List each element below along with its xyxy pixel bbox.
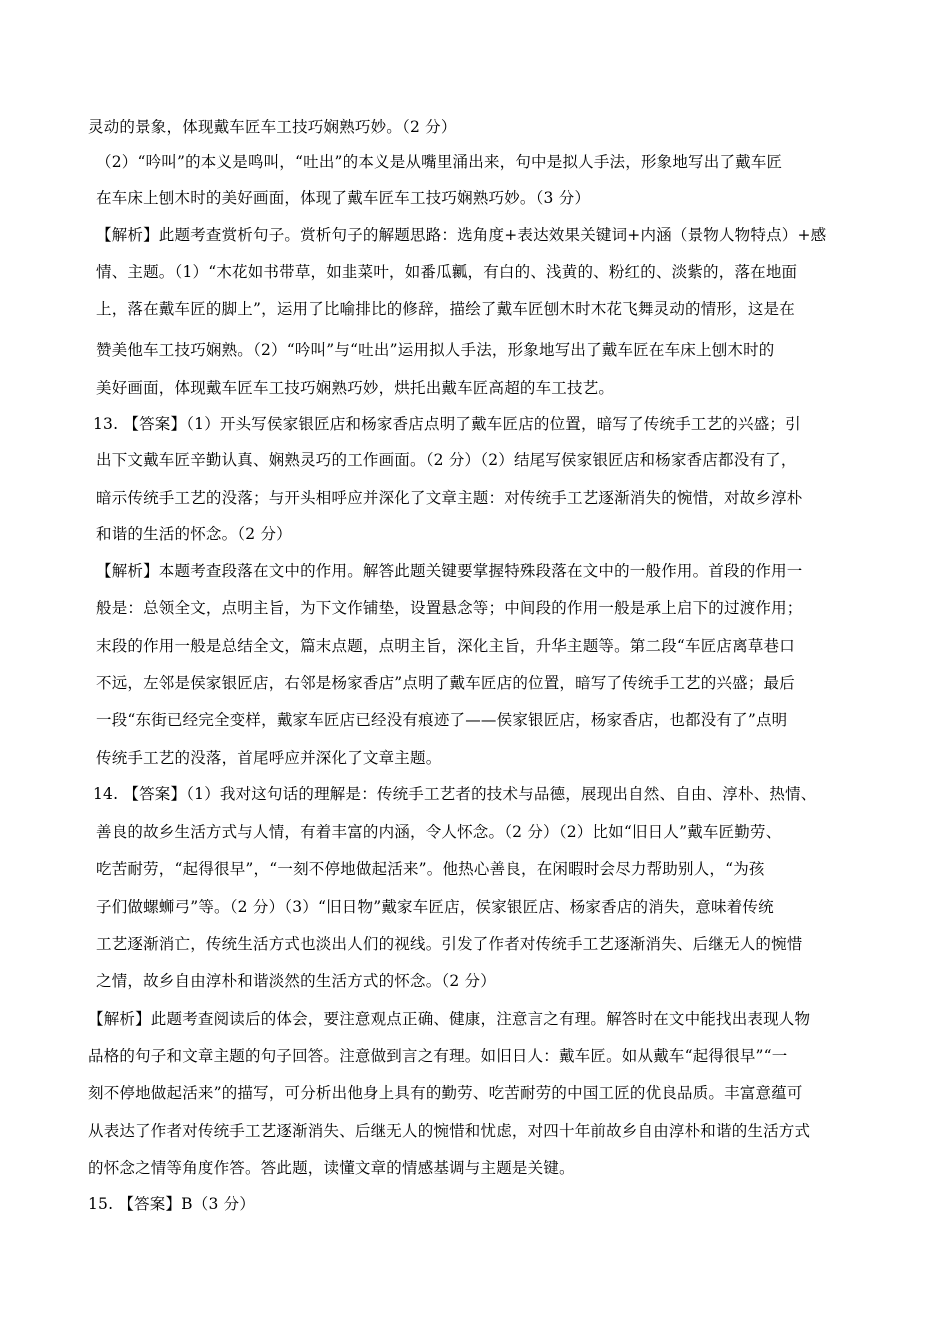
text-line: 暗示传统手工艺的没落；与开头相呼应并深化了文章主题：对传统手工艺逐渐消失的惋惜，对故乡淳朴 xyxy=(96,489,803,507)
text-line: 刻不停地做起活来”的描写，可分析出他身上具有的勤劳、吃苦耐劳的中国工匠的优良品质。丰富意蕴可 xyxy=(88,1084,803,1102)
text-line: 上，落在戴车匠的脚上”，运用了比喻排比的修辞，描绘了戴车匠刨木时木花飞舞灵动的情形，这是在 xyxy=(96,300,795,318)
text-line: 美好画面，体现戴车匠车工技巧娴熟巧妙，烘托出戴车匠高超的车工技艺。 xyxy=(96,379,615,397)
text-line: 灵动的景象，体现戴车匠车工技巧娴熟巧妙。（2 分） xyxy=(88,118,457,136)
text-line: 14. 【答案】（1）我对这句话的理解是：传统手工艺者的技术与品德，展现出自然、自由、淳朴、热情、 xyxy=(93,785,817,803)
text-line: 不远，左邻是侯家银匠店，右邻是杨家香店”点明了戴车匠店的位置，暗写了传统手工艺的兴盛；最后 xyxy=(96,674,795,692)
text-line: 【解析】本题考查段落在文中的作用。解答此题关键要掌握特殊段落在文中的一般作用。首段的作用一 xyxy=(96,562,803,580)
text-line: 善良的故乡生活方式与人情，有着丰富的内涵，令人怀念。（2 分）（2）比如“旧日人”戴车匠勤劳、 xyxy=(96,823,782,841)
text-line: 赞美他车工技巧娴熟。（2）“吟叫”与“吐出”运用拟人手法，形象地写出了戴车匠在车床上刨木时的 xyxy=(96,341,775,359)
text-line: 在车床上刨木时的美好画面，体现了戴车匠车工技巧娴熟巧妙。（3 分） xyxy=(96,189,591,207)
text-line: 13. 【答案】（1）开头写侯家银匠店和杨家香店点明了戴车匠店的位置，暗写了传统手工艺的兴盛；引 xyxy=(93,415,801,433)
text-line: 15. 【答案】B（3 分） xyxy=(88,1195,256,1213)
text-line: 【解析】此题考查阅读后的体会，要注意观点正确、健康，注意言之有理。解答时在文中能找出表现人物 xyxy=(88,1010,811,1028)
text-line: 的怀念之情等角度作答。答此题，读懂文章的情感基调与主题是关键。 xyxy=(88,1159,575,1177)
text-line: 品格的句子和文章主题的句子回答。注意做到言之有理。如旧日人：戴车匠。如从戴车“起得很早”“一 xyxy=(88,1047,788,1065)
text-line: 【解析】此题考查赏析句子。赏析句子的解题思路：选角度+表达效果关键词+内涵（景物人物特点）+感 xyxy=(96,226,827,244)
text-line: 和谐的生活的怀念。（2 分） xyxy=(96,525,292,543)
text-line: 情、主题。（1）“木花如书带草，如韭菜叶，如番瓜瓤，有白的、浅黄的、粉红的、淡紫的，落在地面 xyxy=(96,263,798,281)
text-line: 子们做螺蛳弓”等。（2 分）（3）“旧日物”戴家车匠店，侯家银匠店、杨家香店的消失，意味着传统 xyxy=(96,898,774,916)
text-line: 之情，故乡自由淳朴和谐淡然的生活方式的怀念。（2 分） xyxy=(96,972,496,990)
text-line: 末段的作用一般是总结全文，篇末点题，点明主旨，深化主旨，升华主题等。第二段“车匠店离草巷口 xyxy=(96,637,795,655)
text-line: （2）“吟叫”的本义是鸣叫，“吐出”的本义是从嘴里涌出来，句中是拟人手法，形象地写出了戴车匠 xyxy=(96,153,783,171)
text-line: 般是：总领全文，点明主旨，为下文作铺垫，设置悬念等；中间段的作用一般是承上启下的过渡作用； xyxy=(96,599,803,617)
text-line: 吃苦耐劳，“起得很早”，“一刻不停地做起活来”。他热心善良，在闲暇时会尽力帮助别人，“为孩 xyxy=(96,860,765,878)
text-line: 传统手工艺的没落，首尾呼应并深化了文章主题。 xyxy=(96,749,442,767)
text-line: 出下文戴车匠辛勤认真、娴熟灵巧的工作画面。（2 分）（2）结尾写侯家银匠店和杨家香店都没有了， xyxy=(96,451,797,469)
text-line: 从表达了作者对传统手工艺逐渐消失、后继无人的惋惜和忧虑，对四十年前故乡自由淳朴和谐的生活方式 xyxy=(88,1122,811,1140)
text-line: 一段“东街已经完全变样，戴家车匠店已经没有痕迹了——侯家银匠店，杨家香店，也都没有了”点明 xyxy=(96,711,788,729)
text-line: 工艺逐渐消亡，传统生活方式也淡出人们的视线。引发了作者对传统手工艺逐渐消失、后继无人的惋惜 xyxy=(96,935,803,953)
